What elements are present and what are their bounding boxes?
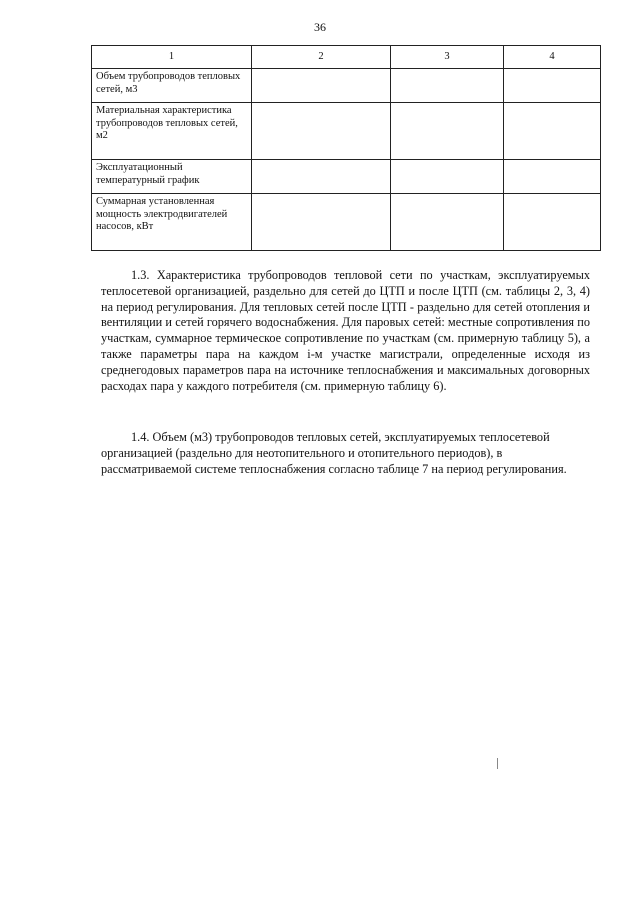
- page-number: 36: [314, 20, 326, 34]
- table-cell: [504, 103, 601, 160]
- section-1-3-text: [101, 268, 590, 394]
- table-row: [92, 194, 601, 251]
- section-1-4-text: [101, 430, 590, 477]
- table-cell: [504, 194, 601, 251]
- table-header-row: [92, 46, 601, 69]
- table-row: [92, 160, 601, 194]
- paragraph: 1.4. Объем (м3) трубопроводов тепловых сетей, эксплуатируемых теплосетевой организацией (раздельно для неотопительного и отопительного периодов), в рассматриваемой системе теплоснабжения согласно таблице 7 на период регулирования.: [101, 430, 567, 476]
- table-row: [92, 69, 601, 103]
- specification-table: [91, 45, 601, 251]
- row-label-pipeline-volume: Объем трубопроводов тепловых сетей, м3: [92, 69, 252, 103]
- row-label-temperature-schedule: Эксплуатационный температурный график: [92, 160, 252, 194]
- table-cell: [391, 160, 504, 194]
- table-cell: [504, 69, 601, 103]
- table-cell: [252, 103, 391, 160]
- table-cell: [252, 194, 391, 251]
- column-header-4: 4: [504, 46, 601, 69]
- row-label-pump-motor-power: Суммарная установленная мощность электродвигателей насосов, кВт: [92, 194, 252, 251]
- table-cell: [252, 69, 391, 103]
- table-row: [92, 103, 601, 160]
- scan-mark: [497, 758, 498, 769]
- table-cell: [504, 160, 601, 194]
- column-header-2: 2: [252, 46, 391, 69]
- table-cell: [391, 194, 504, 251]
- paragraph: 1.3. Характеристика трубопроводов тепловой сети по участкам, эксплуатируемых теплосетевой организацией, раздельно для сетей до ЦТП и после ЦТП (см. таблицы 2, 3, 4) на период регулирования. Для тепловых сетей после ЦТП - раздельно для сетей отопления и вентиляции и сетей горячего водоснабжения. Для паровых сетей: местные сопротивления по участкам, суммарное термическое сопротивление по участкам (см. примерную таблицу 5), а также параметры пара на каждом i-м участке магистрали, определенные исходя из среднегодовых параметров пара на источнике теплоснабжения и максимальных договорных расходах пара у каждого потребителя (см. примерную таблицу 6).: [101, 268, 590, 393]
- row-label-material-characteristic: Материальная характеристика трубопроводов тепловых сетей, м2: [92, 103, 252, 160]
- column-header-3: 3: [391, 46, 504, 69]
- column-header-1: 1: [92, 46, 252, 69]
- table-cell: [391, 103, 504, 160]
- table-cell: [391, 69, 504, 103]
- table-cell: [252, 160, 391, 194]
